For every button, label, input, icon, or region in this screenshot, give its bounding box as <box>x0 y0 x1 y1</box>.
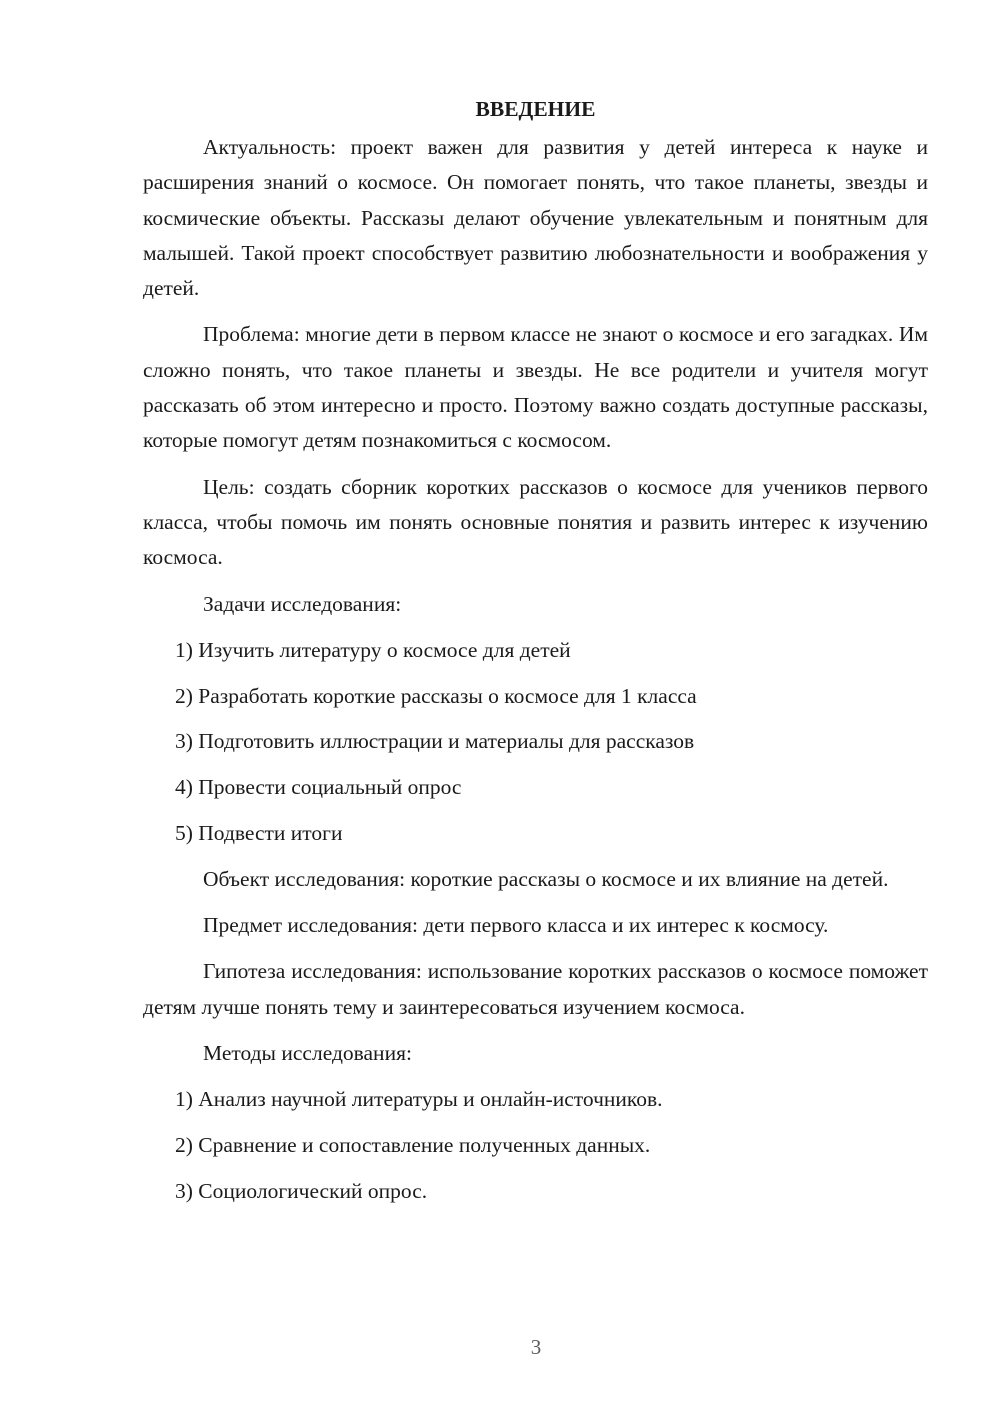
list-item: 3) Подготовить иллюстрации и материалы для рассказов <box>175 729 695 754</box>
list-item: 1) Анализ научной литературы и онлайн-источников. <box>175 1087 663 1112</box>
subject-paragraph: Предмет исследования: дети первого класса и их интерес к космосу. <box>203 913 829 938</box>
relevance-paragraph: Актуальность: проект важен для развития у детей интереса к науке и расширения знаний о космосе. Он помогает понять, что такое планеты, звезды и космические объекты. Рассказы делают обучение увлекательным и понятным для малышей. Такой проект способствует развитию любознательности и воображения у детей. <box>143 135 928 301</box>
page-number: 3 <box>530 1335 542 1359</box>
section-heading: ВВЕДЕНИЕ <box>475 97 596 121</box>
object-paragraph: Объект исследования: короткие рассказы о космосе и их влияние на детей. <box>203 866 889 891</box>
methods-list <box>143 1082 928 1209</box>
hypothesis-paragraph: Гипотеза исследования: использование коротких рассказов о космосе поможет детям лучше понять тему и заинтересоваться изучением космоса. <box>143 959 928 1019</box>
list-item: 2) Разработать короткие рассказы о космосе для 1 класса <box>175 683 697 708</box>
methods-label: Методы исследования: <box>203 1041 412 1066</box>
tasks-list <box>143 633 928 851</box>
list-item: 2) Сравнение и сопоставление полученных данных. <box>175 1133 651 1158</box>
tasks-label: Задачи исследования: <box>203 591 402 616</box>
list-item: 4) Провести социальный опрос <box>175 775 462 800</box>
list-item: 5) Подвести итоги <box>175 821 343 846</box>
list-item: 1) Изучить литературу о космосе для детей <box>175 637 571 662</box>
problem-paragraph: Проблема: многие дети в первом классе не знают о космосе и его загадках. Им сложно понять, что такое планеты и звезды. Не все родители и учителя могут рассказать об этом интересно и просто. Поэтому важно создать доступные рассказы, которые помогут детям познакомиться с космосом. <box>143 322 928 453</box>
goal-paragraph: Цель: создать сборник коротких рассказов о космосе для учеников первого класса, чтобы помочь им понять основные понятия и развить интерес к изучению космоса. <box>143 474 928 570</box>
list-item: 3) Социологический опрос. <box>175 1178 428 1203</box>
document-page <box>143 92 928 1209</box>
